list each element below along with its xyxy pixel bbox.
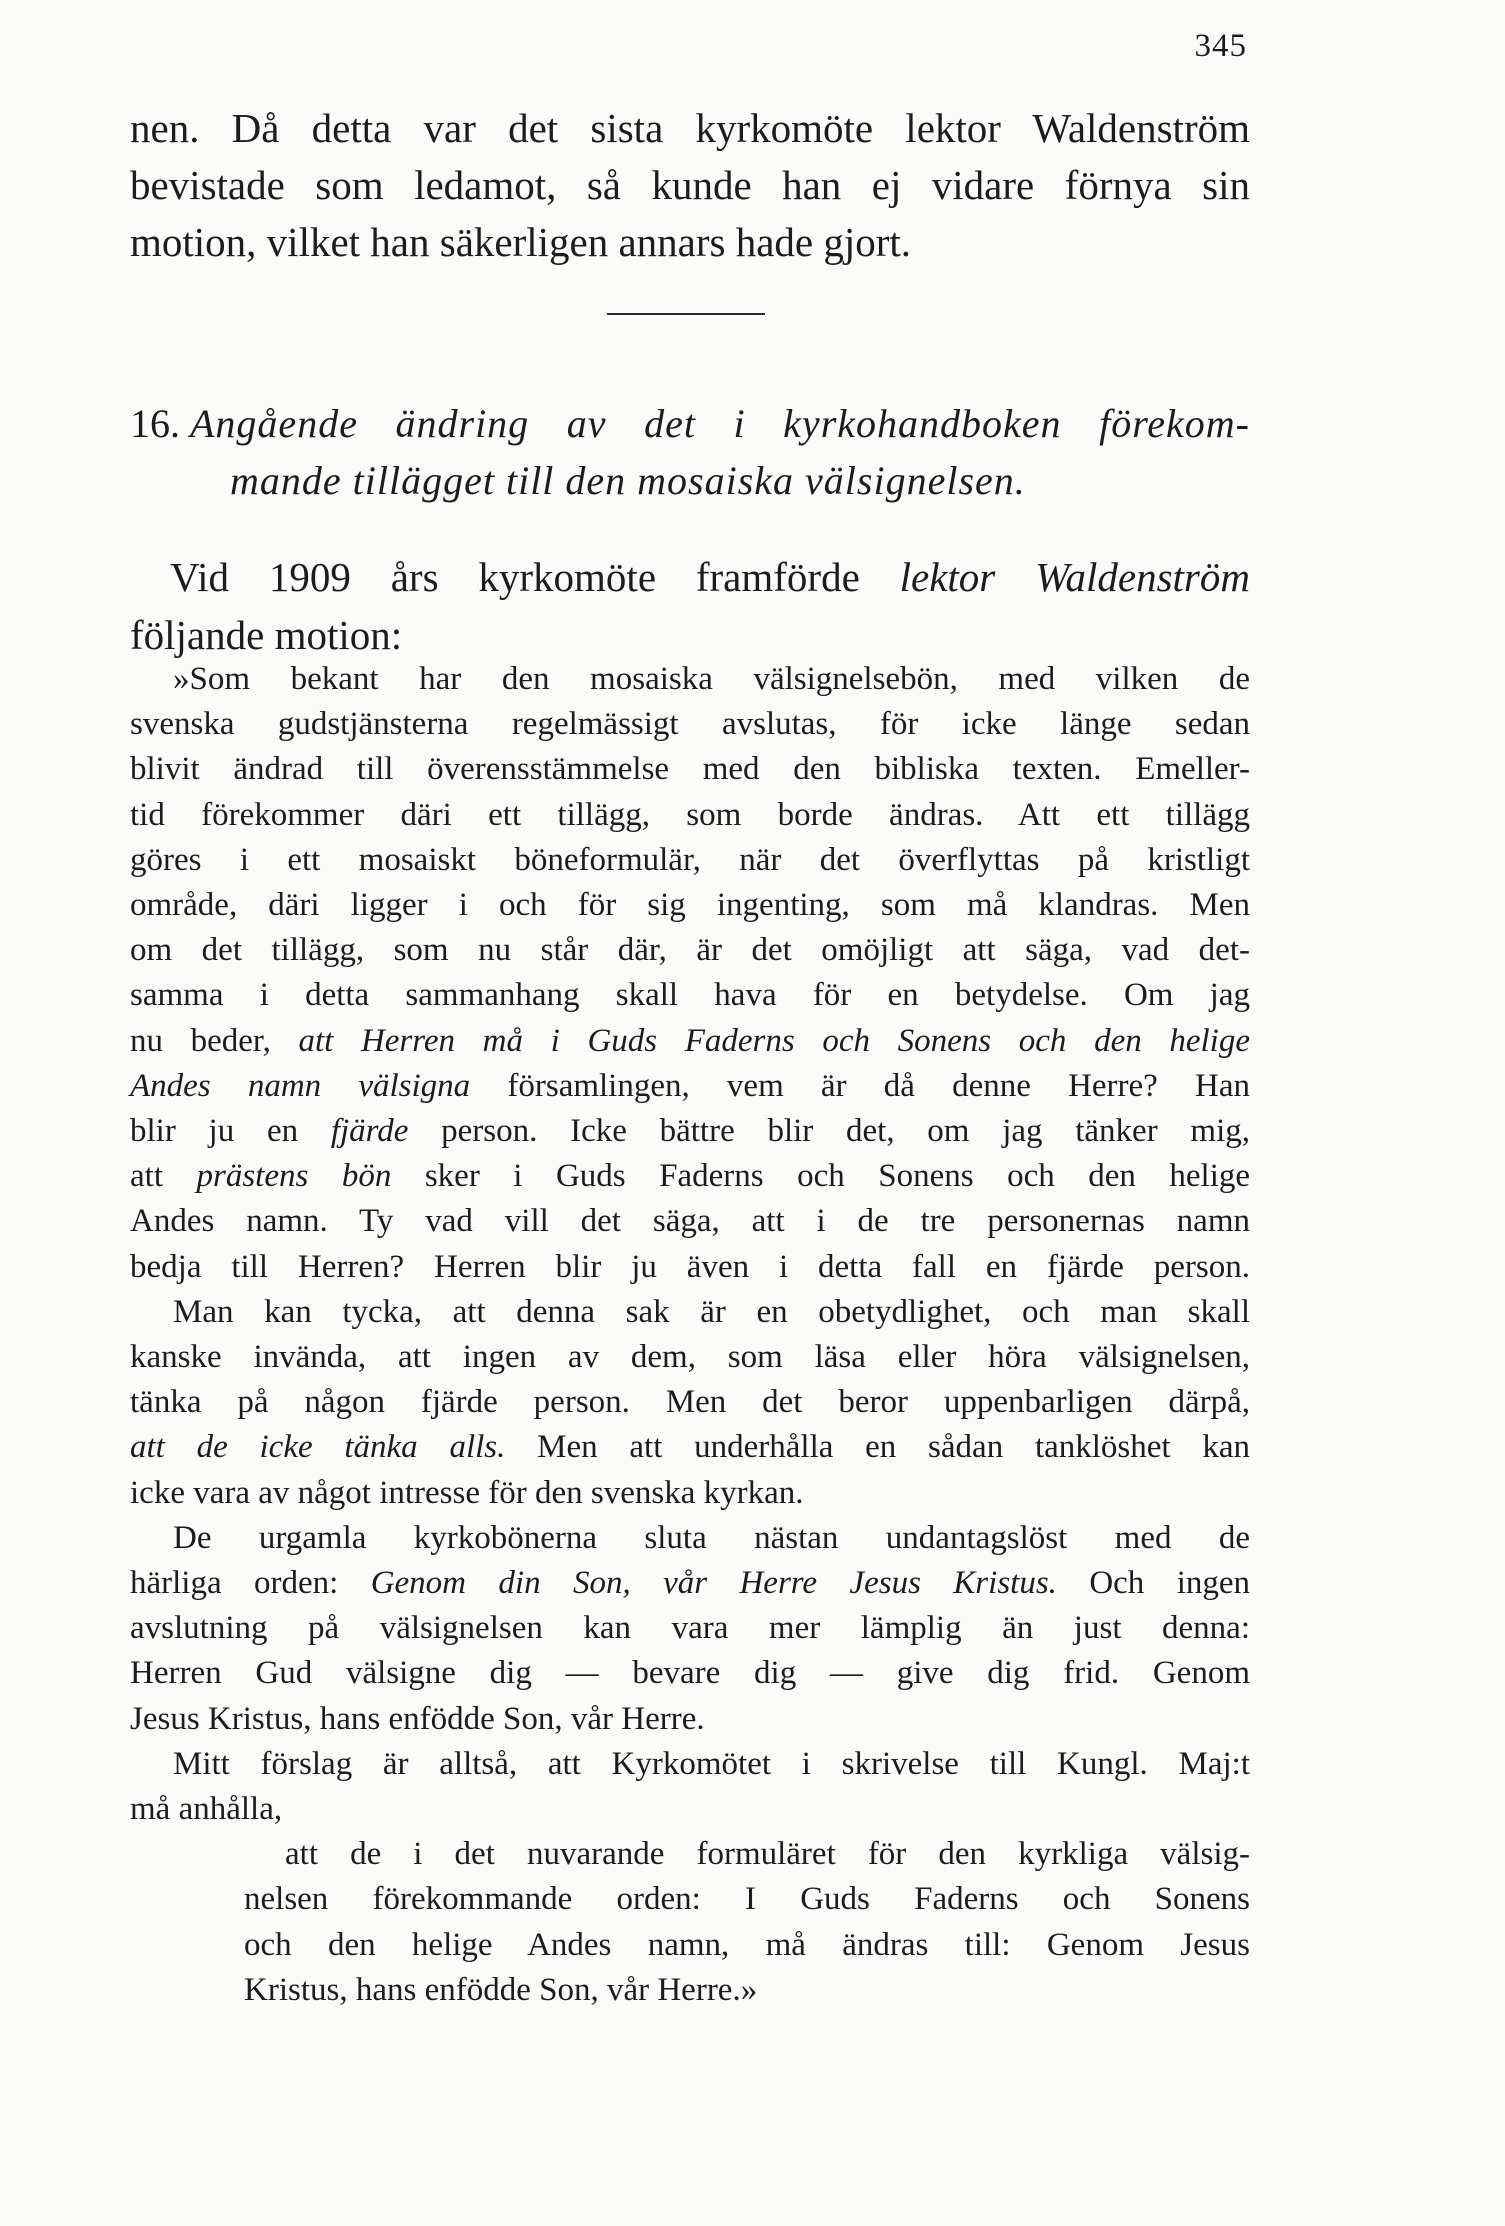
text-span: Vid 1909 års kyrkomöte framförde — [170, 554, 900, 600]
text-line: bedja till Herren? Herren blir ju även i detta fall en fjärde person. — [130, 1248, 1250, 1285]
text-span: person. Icke bättre blir det, om jag tänker mig, — [408, 1113, 1250, 1150]
text-line: nelsen förekommande orden: I Guds Faderns och Sonens — [244, 1881, 1250, 1918]
italic-span: lektor Waldenström — [899, 554, 1250, 600]
heading-line: Angående ändring av det i kyrkohandboken förekom- — [190, 401, 1250, 446]
section-number: 16. — [130, 401, 180, 446]
text-line: Andes namn. Ty vad vill det säga, att i de tre personernas namn — [130, 1203, 1250, 1240]
text-span: församlingen, vem är då denne Herre? Han — [470, 1067, 1250, 1104]
text-line: Kristus, hans enfödde Son, vår Herre.» — [244, 1971, 758, 2008]
text-span: nu beder, — [130, 1022, 299, 1059]
text-span: härliga orden: — [130, 1565, 371, 1602]
opening-paragraph — [130, 100, 1250, 271]
text-line: må anhålla, — [130, 1791, 283, 1828]
italic-span: Andes namn välsigna — [130, 1067, 471, 1104]
text-line: tänka på någon fjärde person. Men det beror uppenbarligen därpå, — [130, 1384, 1250, 1421]
motion-quote — [130, 657, 1250, 2013]
text-line: De urgamla kyrkobönerna sluta nästan undantagslöst med de — [173, 1519, 1250, 1556]
text-line: motion, vilket han säkerligen annars hade gjort. — [130, 219, 912, 265]
text-span: blir ju en — [130, 1113, 331, 1150]
text-span: Och ingen — [1056, 1565, 1251, 1602]
text-line: Herren Gud välsigne dig — bevare dig — give dig frid. Genom — [130, 1655, 1250, 1692]
text-line: följande motion: — [130, 612, 403, 658]
text-line: samma i detta sammanhang skall hava för en betydelse. Om jag — [130, 977, 1250, 1014]
text-line: blivit ändrad till överensstämmelse med den bibliska texten. Emeller- — [130, 751, 1250, 788]
page-number: 345 — [1194, 28, 1247, 64]
italic-span: fjärde — [330, 1113, 409, 1150]
italic-span: att de icke tänka alls. — [130, 1429, 506, 1466]
text-line: avslutning på välsignelsen kan vara mer lämplig än just denna: — [130, 1610, 1250, 1647]
text-span: att — [130, 1158, 197, 1195]
text-line: Mitt förslag är alltså, att Kyrkomötet i skrivelse till Kungl. Maj:t — [173, 1745, 1250, 1782]
text-span: sker i Guds Faderns och Sonens och den helige — [391, 1158, 1251, 1195]
text-line: Jesus Kristus, hans enfödde Son, vår Herre. — [130, 1700, 705, 1737]
text-line: göres i ett mosaiskt böneformulär, när det överflyttas på kristligt — [130, 841, 1250, 878]
text-line: nen. Då detta var det sista kyrkomöte lektor Waldenström — [130, 105, 1250, 151]
section-divider — [607, 313, 765, 315]
text-span: Men att underhålla en sådan tanklöshet kan — [505, 1429, 1250, 1466]
text-line: om det tillägg, som nu står där, är det omöjligt att säga, vad det- — [130, 932, 1250, 969]
text-line: kanske invända, att ingen av dem, som läsa eller höra välsignelsen, — [130, 1339, 1250, 1376]
text-line: område, däri ligger i och för sig ingenting, som må klandras. Men — [130, 887, 1250, 924]
section-heading — [130, 395, 1250, 509]
text-line: att de i det nuvarande formuläret för den kyrkliga välsig- — [285, 1836, 1250, 1873]
text-line: och den helige Andes namn, må ändras till: Genom Jesus — [244, 1926, 1250, 1963]
text-line: bevistade som ledamot, så kunde han ej vidare förnya sin — [130, 162, 1250, 208]
text-line: tid förekommer däri ett tillägg, som borde ändras. Att ett tillägg — [130, 796, 1250, 833]
heading-line: mande tillägget till den mosaiska välsignelsen. — [230, 458, 1026, 503]
text-line: Man kan tycka, att denna sak är en obetydlighet, och man skall — [173, 1293, 1250, 1330]
italic-span: Genom din Son, vår Herre Jesus Kristus. — [370, 1565, 1057, 1602]
text-line: »Som bekant har den mosaiska välsignelsebön, med vilken de — [173, 661, 1250, 697]
text-line: svenska gudstjänsterna regelmässigt avslutas, för icke länge sedan — [130, 706, 1250, 743]
text-line: icke vara av något intresse för den svenska kyrkan. — [130, 1474, 804, 1511]
italic-span: att Herren må i Guds Faderns och Sonens och den helige — [298, 1022, 1250, 1059]
italic-span: prästens bön — [196, 1158, 392, 1195]
intro-paragraph — [130, 548, 1250, 664]
